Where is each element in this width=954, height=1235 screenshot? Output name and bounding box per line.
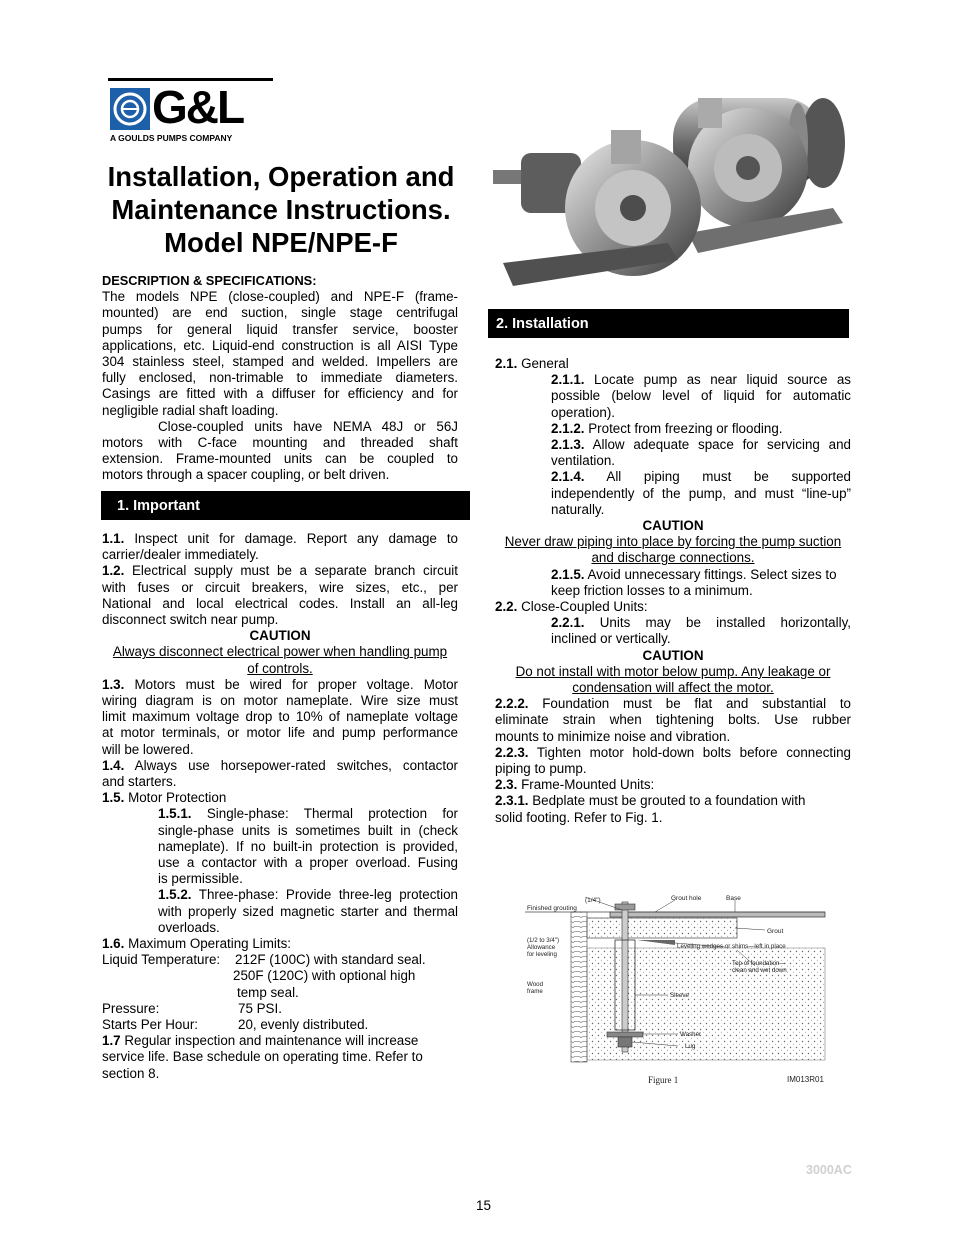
item-text: Tighten motor hold-down bolts before connecting [528, 744, 851, 760]
caution-text: Always disconnect electrical power when handling pump [112, 644, 448, 660]
item-number: 2.1.5. [551, 566, 585, 582]
figure-label: for leveling [527, 951, 557, 958]
desc-p1-line: fully enclosed, non-trimable to immediate diameters. [102, 370, 458, 386]
item-number: 1.5.1. [158, 806, 192, 822]
item-text: mounts to minimize noise and vibration. [495, 728, 731, 744]
title-line-2: Maintenance Instructions. [111, 194, 451, 225]
item-text: Bedplate must be grouted to a foundation with [528, 793, 806, 809]
item-text: Units may be installed horizontally, [584, 615, 851, 631]
section-2-body [495, 356, 851, 826]
section-2-heading-bar [488, 309, 849, 338]
item-text: Motor Protection [124, 790, 227, 806]
starts-value: 20, evenly distributed. [238, 1017, 369, 1033]
item-text: limit maximum voltage drop to 10% of nameplate voltage [102, 709, 458, 725]
section-1-heading-bar [101, 491, 470, 520]
description-paragraph-2 [102, 419, 458, 484]
caution-label: CAUTION [642, 647, 704, 663]
desc-p2-line: extension. Frame-mounted units can be coupled to [102, 451, 458, 467]
item-number: 1.2. [102, 563, 125, 579]
item-text: nameplate). If no built-in protection is provided, [158, 838, 458, 854]
caution-text: condensation will affect the motor. [572, 680, 774, 696]
item-1-2 [102, 563, 458, 628]
item-text: is permissible. [158, 871, 243, 887]
pressure-label: Pressure: [102, 1000, 160, 1016]
item-text: All piping must be supported [584, 469, 851, 485]
item-number: 2.1.1. [551, 372, 585, 388]
item-2-2 [495, 599, 851, 615]
page-number: 15 [476, 1198, 492, 1213]
liquid-temp-label: Liquid Temperature: [102, 952, 221, 968]
item-text: Electrical supply must be a separate branch circuit [124, 563, 458, 579]
item-2-2-1 [495, 615, 851, 647]
item-text: Regular inspection and maintenance will increase [120, 1033, 419, 1049]
item-1-6 [102, 936, 458, 952]
item-text: ventilation. [551, 453, 616, 469]
item-text: Always use horsepower-rated switches, contactor [124, 757, 458, 773]
item-2-1-1 [495, 372, 851, 421]
figure-label: Base [726, 895, 741, 902]
item-number: 1.3. [102, 676, 125, 692]
item-text: Motors must be wired for proper voltage. Motor [124, 676, 458, 692]
description-paragraph-1 [102, 289, 458, 419]
item-text: with fuses or circuit breakers, wire sizes, etc., per [102, 579, 458, 595]
desc-p2-line: motors through a spacer coupling, or belt driven. [102, 467, 390, 483]
desc-p2-line: Close-coupled units have NEMA 48J or 56J [158, 418, 458, 434]
item-text: Avoid unnecessary fittings. Select sizes to [584, 566, 837, 582]
item-text: keep friction losses to a minimum. [551, 582, 753, 598]
liquid-temp-value: 212F (100C) with standard seal. [235, 952, 426, 968]
section-2-title: 2. Installation [496, 316, 589, 332]
item-2-2-2 [495, 696, 851, 745]
item-text: service life. Base schedule on operating time. Refer to [102, 1049, 423, 1065]
item-2-1-4 [495, 469, 851, 518]
item-text: operation). [551, 404, 616, 420]
figure-label: frame [527, 988, 543, 995]
item-text: independently of the pump, and must “line-up” [551, 485, 851, 501]
title-line-3: Model NPE/NPE-F [164, 227, 398, 258]
desc-p1-line: 304 stainless steel, stamped and welded. Impellers are [102, 354, 458, 370]
item-1-3 [102, 677, 458, 758]
item-2-1-2 [495, 421, 851, 437]
item-2-1-3 [495, 437, 851, 469]
item-number: 2.2.3. [495, 744, 529, 760]
desc-p1-line: pumps for general liquid transfer service, booster [102, 321, 458, 337]
item-text: Locate pump as near liquid source as [584, 372, 851, 388]
pressure-value: 75 PSI. [238, 1000, 282, 1016]
desc-p1-line: mounted) are end suction, single stage centrifugal [102, 305, 458, 321]
item-text: disconnect switch near pump. [102, 612, 279, 628]
desc-p2-line: motors with C-face mounting and threaded shaft [102, 435, 458, 451]
item-2-3-1 [495, 793, 851, 825]
item-text: and starters. [102, 774, 177, 790]
figure-label: Lug [685, 1043, 696, 1050]
item-text: piping to pump. [495, 761, 587, 777]
item-text: Foundation must be flat and substantial to [528, 696, 851, 712]
item-number: 2.1.3. [551, 437, 585, 453]
figure-label: clean and wet down [732, 967, 787, 974]
item-text: with properly sized magnetic starter and thermal [158, 903, 458, 919]
goulds-logo-icon [110, 88, 150, 130]
item-text: naturally. [551, 501, 605, 517]
item-1-5-1 [102, 806, 458, 887]
foundation-figure [525, 890, 835, 1090]
caution-text: Never draw piping into place by forcing the pump suction [504, 534, 842, 550]
title-line-1: Installation, Operation and [107, 161, 455, 192]
item-number: 1.4. [102, 757, 125, 773]
item-text: Close-Coupled Units: [517, 599, 648, 615]
operating-limits [102, 952, 458, 1049]
starts-label: Starts Per Hour: [102, 1017, 198, 1033]
caution-text: Do not install with motor below pump. Any leakage or [515, 663, 831, 679]
item-text: solid footing. Refer to Fig. 1. [495, 809, 663, 825]
figure-label: Washer [680, 1031, 702, 1038]
caution-label: CAUTION [642, 518, 704, 534]
item-number: 2.2. [495, 599, 518, 615]
item-text: inclined or vertically. [551, 631, 671, 647]
figure-label: Grout [767, 928, 784, 935]
item-text: Allow adequate space for servicing and [584, 437, 851, 453]
item-1-4 [102, 758, 458, 790]
item-2-1 [495, 356, 851, 372]
figure-label: Grout hole [671, 895, 702, 902]
item-number: 2.3.1. [495, 793, 529, 809]
item-number: 1.5.2. [158, 887, 192, 903]
caution-text: of controls. [247, 660, 313, 676]
caution-block-2 [495, 518, 851, 567]
caution-block-1 [102, 628, 458, 677]
left-column [102, 273, 458, 484]
item-1-5 [102, 790, 458, 806]
pump-photo [493, 58, 853, 303]
figure-label: Top of foundation— [732, 960, 786, 967]
liquid-temp-value: temp seal. [237, 984, 299, 1000]
document-code: 3000AC [806, 1163, 852, 1177]
item-number: 2.1. [495, 356, 518, 371]
liquid-temp-value: 250F (120C) with optional high [233, 968, 416, 984]
item-text: possible (below level of liquid for automatic [551, 388, 851, 404]
item-1-1 [102, 531, 458, 563]
item-number: 1.6. [102, 936, 125, 952]
item-text: carrier/dealer immediately. [102, 547, 259, 563]
item-number: 2.3. [495, 777, 518, 793]
item-text: single-phase units is sometimes built in (check [158, 822, 458, 838]
desc-p1-line: The models NPE (close-coupled) and NPE-F (frame- [102, 289, 458, 305]
item-2-2-3 [495, 745, 851, 777]
item-1-5-2 [102, 887, 458, 936]
page-title [95, 160, 467, 259]
section-1-body [102, 531, 458, 1082]
figure-label: Finished grouting [527, 905, 577, 912]
item-2-3 [495, 777, 851, 793]
item-number: 2.2.2. [495, 696, 529, 712]
item-text: will be lowered. [102, 741, 194, 757]
item-number: 2.1.2. [551, 420, 585, 436]
item-2-1-5 [495, 567, 851, 599]
item-number: 1.1. [102, 531, 125, 546]
item-number: 2.2.1. [551, 615, 585, 631]
figure-label: Leveling wedges or shims—left in place [677, 943, 786, 950]
logo-tagline: A GOULDS PUMPS COMPANY [110, 133, 233, 143]
item-text: Protect from freezing or flooding. [584, 420, 783, 436]
item-text: overloads. [158, 919, 220, 935]
logo-brand: G&L [152, 81, 244, 133]
item-text: wiring diagram is on motor nameplate. Wire size must [102, 693, 458, 709]
caution-block-3 [495, 648, 851, 697]
item-number: 1.5. [102, 790, 125, 806]
item-text: eliminate strain when tightening bolts. Use rubber [495, 712, 851, 728]
item-text: Three-phase: Provide three-leg protection [191, 887, 458, 903]
section-1-title: 1. Important [117, 498, 200, 514]
desc-p1-line: applications, etc. Liquid-end construction is all AISI Type [102, 337, 458, 353]
figure-caption: Figure 1 [648, 1075, 679, 1085]
item-text: General [517, 356, 569, 371]
figure-label: (1/2 to 3/4") [527, 937, 560, 944]
caution-label: CAUTION [249, 628, 311, 644]
item-text: Inspect unit for damage. Report any damage to [124, 531, 458, 546]
desc-p1-line: Casings are fitted with a diffuser for efficiency and for [102, 386, 458, 402]
caution-text: and discharge connections. [591, 550, 755, 566]
item-text: section 8. [102, 1065, 160, 1081]
item-number: 2.1.4. [551, 469, 585, 485]
figure-code: IM013R01 [787, 1075, 824, 1084]
item-text: National and local electrical codes. Install an all-leg [102, 595, 458, 611]
item-text: Single-phase: Thermal protection for [191, 806, 458, 822]
description-heading: DESCRIPTION & SPECIFICATIONS: [102, 273, 317, 288]
figure-label: (1/4") [585, 897, 601, 904]
item-text: Maximum Operating Limits: [124, 936, 292, 952]
item-text: at motor terminals, or motor life and pump performance [102, 725, 458, 741]
item-number: 1.7 [102, 1033, 121, 1049]
item-text: use a contactor with a proper overload. Fusing [158, 855, 458, 871]
item-text: Frame-Mounted Units: [517, 777, 655, 793]
logo [108, 78, 276, 146]
figure-label: Sleeve [670, 992, 689, 999]
figure-label: Allowance [527, 944, 556, 951]
desc-p1-line: negligible radial shaft loading. [102, 402, 279, 418]
figure-label: Wood [527, 981, 544, 988]
